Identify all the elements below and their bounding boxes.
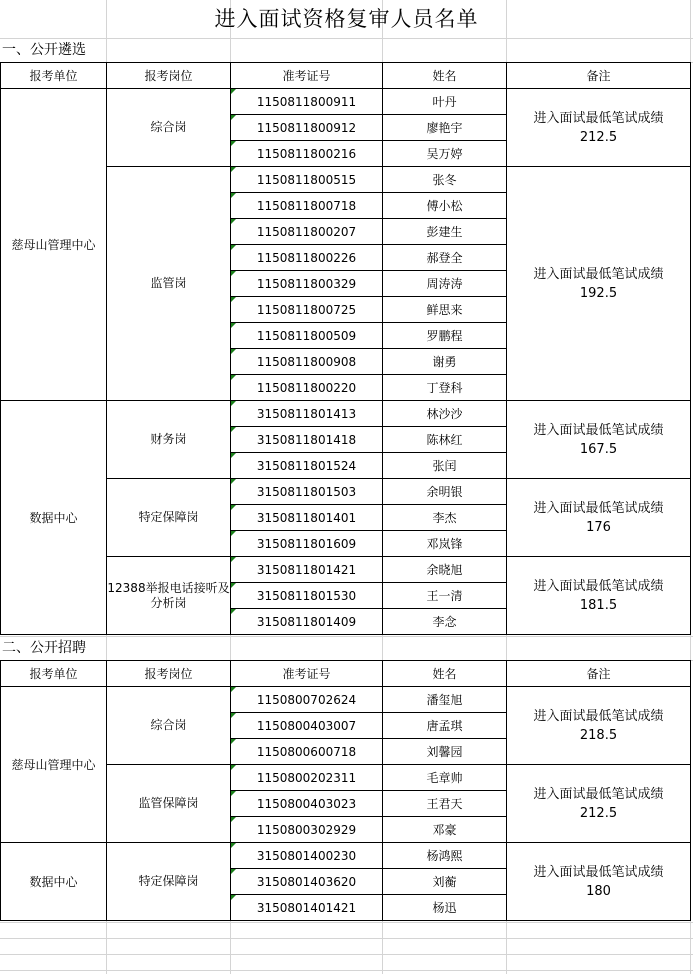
exam-id-cell: 1150811800226 <box>231 245 383 271</box>
exam-id-cell: 1150811800911 <box>231 89 383 115</box>
name-cell: 邓豪 <box>383 817 507 843</box>
name-cell: 丁登科 <box>383 375 507 401</box>
position-cell: 12388举报电话接听及分析岗 <box>107 557 231 635</box>
roster-table-selection <box>0 62 691 635</box>
exam-id-cell: 1150811800329 <box>231 271 383 297</box>
table-header-row <box>1 63 691 89</box>
exam-id-cell: 1150811800220 <box>231 375 383 401</box>
exam-id-cell: 1150811800912 <box>231 115 383 141</box>
name-cell: 李杰 <box>383 505 507 531</box>
name-cell: 周涛涛 <box>383 271 507 297</box>
exam-id-cell: 3150811801530 <box>231 583 383 609</box>
exam-id-cell: 3150811801413 <box>231 401 383 427</box>
grid-line <box>0 938 693 939</box>
exam-id-cell: 3150811801421 <box>231 557 383 583</box>
grid-line <box>0 970 693 971</box>
header-remark: 备注 <box>507 661 691 687</box>
exam-id-cell: 1150800403023 <box>231 791 383 817</box>
page-title: 进入面试资格复审人员名单 <box>214 7 479 31</box>
unit-cell: 数据中心 <box>1 843 107 921</box>
name-cell: 鲜思来 <box>383 297 507 323</box>
exam-id-cell: 3150801401421 <box>231 895 383 921</box>
unit-cell: 数据中心 <box>1 401 107 635</box>
header-remark: 备注 <box>507 63 691 89</box>
table-row <box>1 687 691 713</box>
exam-id-cell: 3150811801418 <box>231 427 383 453</box>
remark-cell: 进入面试最低笔试成绩 176 <box>507 479 691 557</box>
name-cell: 吴万婷 <box>383 141 507 167</box>
remark-cell: 进入面试最低笔试成绩 167.5 <box>507 401 691 479</box>
name-cell: 林沙沙 <box>383 401 507 427</box>
exam-id-cell: 3150801400230 <box>231 843 383 869</box>
name-cell: 王君天 <box>383 791 507 817</box>
header-unit: 报考单位 <box>1 63 107 89</box>
position-cell: 特定保障岗 <box>107 843 231 921</box>
position-cell: 综合岗 <box>107 89 231 167</box>
name-cell: 廖艳宇 <box>383 115 507 141</box>
header-unit: 报考单位 <box>1 661 107 687</box>
table-row <box>1 843 691 869</box>
exam-id-cell: 3150811801524 <box>231 453 383 479</box>
exam-id-cell: 3150811801609 <box>231 531 383 557</box>
header-position: 报考岗位 <box>107 63 231 89</box>
name-cell: 刘馨园 <box>383 739 507 765</box>
position-cell: 监管岗 <box>107 167 231 401</box>
exam-id-cell: 1150811800207 <box>231 219 383 245</box>
position-cell: 特定保障岗 <box>107 479 231 557</box>
grid-line <box>0 636 693 637</box>
exam-id-cell: 1150800403007 <box>231 713 383 739</box>
exam-id-cell: 3150811801503 <box>231 479 383 505</box>
section-heading: 一、公开遴选 <box>2 42 86 58</box>
unit-cell: 慈母山管理中心 <box>1 89 107 401</box>
table-row <box>1 401 691 427</box>
header-name: 姓名 <box>383 661 507 687</box>
exam-id-cell: 1150811800216 <box>231 141 383 167</box>
name-cell: 张冬 <box>383 167 507 193</box>
name-cell: 唐孟琪 <box>383 713 507 739</box>
position-cell: 综合岗 <box>107 687 231 765</box>
position-cell: 财务岗 <box>107 401 231 479</box>
remark-cell: 进入面试最低笔试成绩 181.5 <box>507 557 691 635</box>
remark-cell: 进入面试最低笔试成绩 212.5 <box>507 765 691 843</box>
exam-id-cell: 1150800702624 <box>231 687 383 713</box>
grid-line <box>0 38 693 39</box>
name-cell: 傅小松 <box>383 193 507 219</box>
name-cell: 余晓旭 <box>383 557 507 583</box>
name-cell: 杨鸿熙 <box>383 843 507 869</box>
roster-table-recruitment <box>0 660 691 921</box>
name-cell: 郝登全 <box>383 245 507 271</box>
name-cell: 谢勇 <box>383 349 507 375</box>
name-cell: 王一清 <box>383 583 507 609</box>
name-cell: 刘蘅 <box>383 869 507 895</box>
header-exam-id: 准考证号 <box>231 661 383 687</box>
name-cell: 毛章帅 <box>383 765 507 791</box>
exam-id-cell: 3150801403620 <box>231 869 383 895</box>
remark-cell: 进入面试最低笔试成绩 212.5 <box>507 89 691 167</box>
exam-id-cell: 1150811800509 <box>231 323 383 349</box>
grid-line <box>0 922 693 923</box>
exam-id-cell: 1150811800725 <box>231 297 383 323</box>
exam-id-cell: 3150811801401 <box>231 505 383 531</box>
exam-id-cell: 1150811800515 <box>231 167 383 193</box>
name-cell: 张闰 <box>383 453 507 479</box>
position-cell: 监管保障岗 <box>107 765 231 843</box>
unit-cell: 慈母山管理中心 <box>1 687 107 843</box>
exam-id-cell: 1150811800718 <box>231 193 383 219</box>
name-cell: 李念 <box>383 609 507 635</box>
exam-id-cell: 1150800202311 <box>231 765 383 791</box>
name-cell: 叶丹 <box>383 89 507 115</box>
name-cell: 邓岚锋 <box>383 531 507 557</box>
name-cell: 杨迅 <box>383 895 507 921</box>
name-cell: 潘玺旭 <box>383 687 507 713</box>
remark-cell: 进入面试最低笔试成绩 192.5 <box>507 167 691 401</box>
header-exam-id: 准考证号 <box>231 63 383 89</box>
exam-id-cell: 3150811801409 <box>231 609 383 635</box>
header-position: 报考岗位 <box>107 661 231 687</box>
exam-id-cell: 1150811800908 <box>231 349 383 375</box>
name-cell: 陈林红 <box>383 427 507 453</box>
name-cell: 罗鹏程 <box>383 323 507 349</box>
header-name: 姓名 <box>383 63 507 89</box>
grid-line <box>0 954 693 955</box>
name-cell: 彭建生 <box>383 219 507 245</box>
table-row <box>1 89 691 115</box>
section-heading: 二、公开招聘 <box>2 640 86 656</box>
name-cell: 余明银 <box>383 479 507 505</box>
table-header-row <box>1 661 691 687</box>
remark-cell: 进入面试最低笔试成绩 180 <box>507 843 691 921</box>
remark-cell: 进入面试最低笔试成绩 218.5 <box>507 687 691 765</box>
exam-id-cell: 1150800302929 <box>231 817 383 843</box>
exam-id-cell: 1150800600718 <box>231 739 383 765</box>
